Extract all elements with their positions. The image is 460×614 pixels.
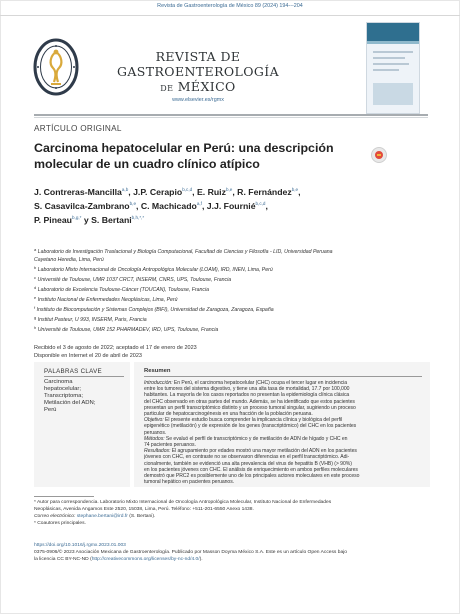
affiliation-item xyxy=(34,256,432,264)
email-suffix: (S. Bertani). xyxy=(127,514,156,519)
crossmark-icon[interactable] xyxy=(371,147,387,163)
author-affiliation-marks[interactable]: a,f xyxy=(196,201,202,206)
abstract-title: Resumen xyxy=(144,368,171,374)
keyword-item: Perú xyxy=(44,407,57,413)
abstract-section-label: Resultados: xyxy=(144,448,171,455)
affiliation-text: Laboratorio de Investigación Traslacional y Biología Computacional, Facultad de Ciencias y Filosofía - LID, Universidad Peruana xyxy=(37,249,333,255)
journal-title-mexico: MÉXICO xyxy=(173,79,236,94)
affiliation-mark: b xyxy=(34,265,37,270)
abstract-text: En Perú, el carcinoma hepatocelular (CHC) ocupa el tercer lugar en incidencia xyxy=(172,380,347,386)
journal-title-line-2: GASTROENTEROLOGÍA xyxy=(116,64,280,79)
affiliation-mark: g xyxy=(34,315,37,320)
header-divider xyxy=(34,114,428,116)
journal-cover-image xyxy=(366,22,420,114)
coauthors-note: * Coautores principales. xyxy=(34,521,86,526)
author-name: , J.J. Fournié xyxy=(201,201,256,211)
abstract-text: epigenético (metilación) y de expresión de los genes (transcriptómico) del CHC en los pacientes xyxy=(144,423,357,430)
article-title: Carcinoma hepatocelular en Perú: una descripción molecular de un cuadro clínico atípico xyxy=(34,141,334,171)
affiliation-mark: c xyxy=(34,275,36,280)
article-type: ARTÍCULO ORIGINAL xyxy=(34,124,122,133)
author-name: , C. Machicado xyxy=(136,201,197,211)
abstract-text: del CHC observado en otras partes del mundo. Además, se ha identificado que estos pacientes xyxy=(144,398,355,405)
affiliation-item xyxy=(34,246,432,256)
abstract-text: demostró que PRC2 es posiblemente uno de los principales actores moleculares en este proceso xyxy=(144,473,360,479)
footnote-divider xyxy=(34,496,94,497)
affiliation-text: Laboratorio Mixto Internacional de Oncología Antropológica Molecular (LOAM), IRD, INEN, Lima, Perú xyxy=(37,267,273,273)
abstract-divider xyxy=(144,376,422,377)
affiliation-mark: a xyxy=(34,247,37,252)
abstract-text: particular de hepatocarcinogénesis en una fracción de la población peruana. xyxy=(144,411,313,417)
cover-text-line xyxy=(373,57,405,59)
author-email-link[interactable]: stephane.bertani@ird.fr xyxy=(76,514,128,519)
abstract-line xyxy=(144,454,423,460)
abstract-line xyxy=(144,380,423,386)
affiliation-text: Institut Pasteur, U 993, INSERM, Paris, Francia xyxy=(37,317,147,323)
abstract-line xyxy=(144,436,423,442)
email-label: Correo electrónico: xyxy=(34,514,77,519)
author-affiliation-marks[interactable]: b,g,* xyxy=(72,215,82,220)
author-name: , xyxy=(298,187,301,197)
abstract-line xyxy=(144,399,423,405)
affiliation-text: Laboratorio de Excelencia Toulouse-Cáncer (TOUCAN), Toulouse, Francia xyxy=(37,287,210,293)
email-line xyxy=(34,514,155,519)
author-affiliation-marks[interactable]: b,e xyxy=(129,201,136,206)
author-affiliation-marks[interactable]: b,c,d xyxy=(255,201,266,206)
keyword-item: Metilación del ADN; xyxy=(44,400,96,406)
keyword-item: Transcriptoma; xyxy=(44,393,84,399)
abstract-line xyxy=(144,467,423,473)
received-date: Recibido el 3 de agosto de 2022; aceptado el 17 de enero de 2023 xyxy=(34,345,197,351)
author-name: , J.P. Cerapio xyxy=(128,187,183,197)
journal-citation[interactable]: Revista de Gastroenterología de México 89 (2024) 194---204 xyxy=(157,3,303,9)
cover-text-line xyxy=(373,51,413,53)
license-line-1: 0375-0906/© 2023 Asociación Mexicana de Gastroenterología. Publicado por Masson Doyma México S.A. Este es un artículo Open Access bajo xyxy=(34,550,347,555)
article-dates xyxy=(34,344,197,360)
affiliation-list xyxy=(34,246,432,334)
author-affiliation-marks[interactable]: b,e xyxy=(225,187,233,192)
abstract-line xyxy=(144,448,423,454)
affiliation-item xyxy=(34,284,432,294)
author-affiliation-marks[interactable]: b,e xyxy=(291,187,299,192)
affiliation-mark: h xyxy=(34,325,37,330)
affiliation-mark: e xyxy=(34,295,37,300)
affiliation-item xyxy=(34,304,432,314)
author-name: , xyxy=(265,201,268,211)
abstract-text: cionalmente, también se evidenció una alta prevalencia del virus de hepatitis B (VHB) (> 90%) xyxy=(144,460,352,467)
author-name: , R. Fernández xyxy=(232,187,292,197)
journal-title-line-1: REVISTA DE xyxy=(155,49,241,64)
abstract-text: tumoral hepático en pacientes peruanos. xyxy=(144,479,235,486)
license-line-2 xyxy=(34,557,203,562)
abstract-text: en los pacientes jóvenes con CHC. El análisis de enriquecimiento en ambos perfiles moleculares xyxy=(144,466,358,473)
journal-logo xyxy=(32,38,80,96)
license-link[interactable]: http://creativecommons.org/licenses/by-nc-nd/4.0/ xyxy=(91,557,200,562)
license-suffix: ). xyxy=(199,557,203,562)
author-line xyxy=(34,187,301,197)
affiliation-text: Instituto Nacional de Enfermedades Neoplásicas, Lima, Perú xyxy=(37,297,178,303)
abstract-line xyxy=(144,473,423,479)
abstract-line xyxy=(144,392,423,398)
abstract-text: Se evaluó el perfil de transcriptómico y de metilación de ADN de hígado y CHC en xyxy=(164,435,348,442)
abstract-text: peruanos. xyxy=(144,429,167,436)
journal-url[interactable]: www.elsevier.es/rgmx xyxy=(172,97,224,103)
abstract-section-label: Métodos: xyxy=(144,435,165,442)
abstract-text: entre los tumores del sistema digestivo, y tiene una alta tasa de mortalidad, 17.7 por 100,000 xyxy=(144,386,350,393)
abstract-line xyxy=(144,411,423,417)
journal-title-line-3 xyxy=(92,79,304,94)
affiliation-item xyxy=(34,314,432,324)
author-name: P. Pineau xyxy=(34,215,72,225)
header-divider-thin xyxy=(34,117,428,118)
cover-accent-band xyxy=(367,41,419,44)
author-line xyxy=(34,201,268,211)
correspondence-address: Neoplásicas, Avenida Angamos Este 2520, 15038, Lima, Perú. Teléfono: +511-201-6550 Anexo 1438. xyxy=(34,507,254,512)
doi-link[interactable]: https://doi.org/10.1016/j.rgmx.2023.01.003 xyxy=(34,543,126,548)
affiliation-item xyxy=(34,294,432,304)
affiliation-text: Université de Toulouse, UMR 152 PHARMADEV, IRD, UPS, Toulouse, Francia xyxy=(37,327,219,333)
affiliation-item xyxy=(34,324,432,334)
cover-top-band xyxy=(367,23,419,41)
affiliation-text: Instituto de Biocomputación y Sistemas Complejos (BIFI), Universidad de Zaragoza, Zaragoza, España xyxy=(36,307,274,313)
abstract-line xyxy=(144,442,423,448)
abstract-text: 74 pacientes peruanos. xyxy=(144,442,196,448)
abstract-text: El agrupamiento por edades mostró una mayor metilación del ADN en los pacientes xyxy=(170,448,357,455)
author-affiliation-marks[interactable]: a,b xyxy=(121,187,129,192)
abstract-line xyxy=(144,479,423,485)
author-name: , E. Ruiz xyxy=(192,187,226,197)
author-name: J. Contreras-Mancilla xyxy=(34,187,122,197)
abstract-line xyxy=(144,423,423,429)
abstract-text: El presente estudio busca comprender la implicancia clínica y biológica del perfil xyxy=(163,417,343,424)
keywords-divider xyxy=(44,376,124,377)
affiliation-item xyxy=(34,264,432,274)
keyword-item: hepatocelular; xyxy=(44,386,82,392)
abstract-section-label: Introducción: xyxy=(144,380,173,386)
online-date: Disponible en Internet el 20 de abril de 2023 xyxy=(34,353,142,359)
abstract-text: presentan un perfil transcriptómico distinto y un proceso tumoral singular, sugiriendo un proceso xyxy=(144,404,356,411)
cover-text-line xyxy=(373,69,399,71)
author-affiliation-marks[interactable]: b,h,*,* xyxy=(131,215,145,220)
affiliation-text: Cayetano Heredia, Lima, Perú xyxy=(34,257,104,263)
keyword-item: Carcinoma xyxy=(44,379,73,385)
doi-row xyxy=(34,543,126,548)
abstract-text: jóvenes con CHC, en contraste no se observaron diferencias en el perfil transcriptómico. Adi- xyxy=(144,454,350,461)
affiliation-text: Université de Toulouse, UMR 1037 CRCT, INSERM, CNRS, UPS, Toulouse, Francia xyxy=(37,277,232,283)
affiliation-mark: d xyxy=(34,285,37,290)
author-name: y S. Bertani xyxy=(81,215,132,225)
author-affiliation-marks[interactable]: b,c,d xyxy=(182,187,193,192)
abstract-line xyxy=(144,461,423,467)
abstract-line xyxy=(144,417,423,423)
abstract-text: habitantes. La mayoría de los casos reportados no presentan la epidemiología clínica clásica xyxy=(144,392,350,399)
license-prefix: la licencia CC BY-NC-ND ( xyxy=(34,557,92,562)
abstract-line xyxy=(144,386,423,392)
correspondence-note: * Autor para correspondencia. Laboratorio Mixto Internacional de Oncología Antropológica Molecular, Instituto Nacional de Enfermedades xyxy=(34,500,332,505)
author-line xyxy=(34,215,144,225)
cover-picture xyxy=(373,83,413,105)
journal-title-de: DE xyxy=(160,84,174,93)
affiliation-item xyxy=(34,274,432,284)
author-name: S. Casavilca-Zambrano xyxy=(34,201,130,211)
abstract-line xyxy=(144,430,423,436)
keywords-title: PALABRAS CLAVE xyxy=(44,368,102,375)
abstract-section-label: Objetivo: xyxy=(144,417,164,424)
abstract-line xyxy=(144,405,423,411)
affiliation-mark: f xyxy=(34,305,36,310)
cover-text-line xyxy=(373,63,409,65)
